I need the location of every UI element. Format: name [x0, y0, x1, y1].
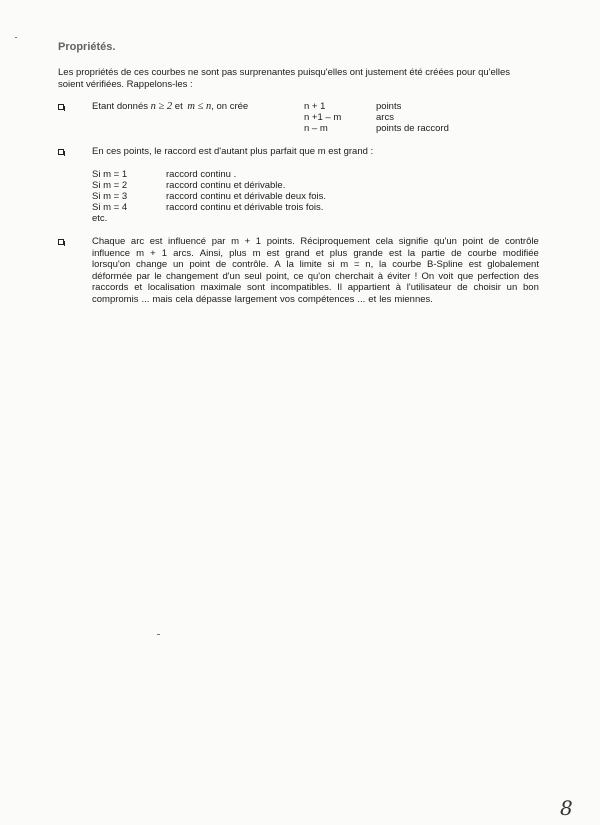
- word: la: [379, 259, 387, 270]
- word: grand: [285, 247, 310, 259]
- word: et: [134, 282, 143, 293]
- bullet3-paragraph: [92, 236, 539, 305]
- word: est: [388, 247, 402, 259]
- paragraph-line: [92, 248, 539, 260]
- word: point: [462, 236, 484, 247]
- word: maximale: [200, 282, 242, 293]
- bullet1-and: et: [174, 101, 183, 112]
- word: 1: [255, 236, 262, 247]
- word: mais: [152, 293, 173, 305]
- word: +: [244, 236, 251, 247]
- word: courbe: [467, 247, 497, 259]
- word: qu'un: [433, 236, 457, 247]
- word: influence: [92, 247, 131, 259]
- word: perfection: [477, 270, 520, 282]
- word: A: [274, 259, 281, 270]
- intro-paragraph: [58, 67, 558, 91]
- word: lorsqu'on: [92, 259, 131, 270]
- word: par: [136, 270, 151, 282]
- intro-line: Les propriétés de ces courbes ne sont pas surprenantes puisqu'elles ont justement été créées pour qu'elles: [58, 67, 510, 78]
- page-number: 8: [560, 796, 573, 820]
- paragraph-line: [92, 236, 539, 248]
- word: vos: [280, 293, 295, 305]
- paragraph-line: [92, 294, 539, 306]
- word: si: [327, 259, 335, 270]
- word: miennes.: [394, 293, 433, 305]
- checkbox-bullet-icon: [58, 104, 64, 110]
- word: ce: [293, 270, 304, 282]
- bullet2-intro: En ces points, le raccord est d'autant plus parfait que m est grand :: [92, 146, 374, 157]
- word: de: [451, 247, 462, 259]
- word: et: [368, 293, 377, 305]
- word: est: [149, 236, 163, 247]
- word: à: [395, 282, 402, 293]
- bullet1-condition-n: n ≥ 2: [150, 101, 173, 112]
- word: cherchait: [334, 270, 374, 282]
- word: m: [252, 247, 261, 259]
- word: le: [154, 270, 162, 282]
- checkbox-bullet-icon: [58, 239, 64, 245]
- word: !: [414, 270, 418, 282]
- bullet1-condition-m: m ≤ n: [187, 101, 212, 112]
- bullet1-suffix: , on crée: [211, 101, 249, 112]
- word: appartient: [347, 282, 390, 293]
- label-cell: points: [376, 101, 402, 112]
- word: change: [136, 259, 168, 270]
- word: que: [457, 270, 474, 282]
- count-cell: n + 1: [304, 101, 326, 112]
- word: un: [506, 282, 518, 293]
- word: point,: [266, 270, 290, 282]
- word: la: [286, 259, 294, 270]
- word: m: [340, 259, 349, 270]
- word: B-Spline: [427, 259, 463, 270]
- paragraph-line: [92, 271, 539, 283]
- case-condition: Si m = 4: [92, 202, 128, 213]
- word: la: [407, 247, 416, 259]
- scan-speck: [15, 37, 17, 38]
- word: +: [150, 247, 156, 259]
- word: contrôle.: [232, 259, 269, 270]
- bullet1-prefix: Etant donnés: [92, 101, 148, 112]
- word: arcs.: [173, 247, 194, 259]
- word: Réciproquement: [300, 236, 371, 247]
- word: raccords: [92, 282, 129, 293]
- word: éviter: [387, 270, 411, 282]
- word: influencé: [168, 236, 207, 247]
- word: par: [211, 236, 226, 247]
- word: ...: [141, 293, 150, 305]
- case-description: raccord continu et dérivable deux fois.: [166, 191, 327, 202]
- word: 1: [161, 247, 168, 259]
- word: courbe: [392, 259, 422, 270]
- word: localisation: [147, 282, 195, 293]
- case-condition: Si m = 2: [92, 180, 128, 191]
- paragraph-line: [92, 259, 539, 271]
- word: m: [231, 236, 239, 247]
- word: incompatibles.: [270, 282, 332, 293]
- word: limite: [299, 259, 322, 270]
- word: Chaque: [92, 236, 126, 247]
- word: contrôle: [504, 236, 539, 247]
- word: grande: [353, 247, 383, 259]
- word: l'utilisateur: [406, 282, 452, 293]
- word: On: [421, 270, 435, 282]
- word: dépasse: [195, 293, 232, 305]
- count-cell: n +1 – m: [304, 112, 342, 123]
- word: Il: [337, 282, 342, 293]
- word: modifiée: [502, 247, 539, 259]
- paragraph-line: [92, 282, 539, 294]
- word: compromis: [92, 293, 139, 305]
- word: voit: [438, 270, 454, 282]
- word: partie: [421, 247, 445, 259]
- word: changement: [165, 270, 219, 282]
- scan-speck: [157, 634, 160, 635]
- word: cela: [175, 293, 193, 305]
- word: bon: [523, 282, 539, 293]
- word: sont: [247, 282, 265, 293]
- word: largement: [234, 293, 278, 305]
- case-description: raccord continu et dérivable.: [166, 180, 286, 191]
- word: et: [315, 247, 324, 259]
- word: cela: [375, 236, 394, 247]
- intro-line: soient vérifiées. Rappelons-les :: [58, 79, 193, 90]
- word: n,: [365, 259, 374, 270]
- case-condition: Si m = 1: [92, 169, 128, 180]
- word: m: [136, 247, 145, 259]
- word: plus: [229, 247, 247, 259]
- word: compétences: [297, 293, 355, 305]
- word: Ainsi,: [199, 247, 224, 259]
- word: les: [379, 293, 392, 305]
- word: point: [189, 259, 210, 270]
- word: de: [215, 259, 227, 270]
- label-cell: points de raccord: [376, 123, 449, 134]
- label-cell: arcs: [376, 112, 394, 123]
- word: est: [468, 259, 482, 270]
- word: qu'on: [307, 270, 331, 282]
- word: signifie: [398, 236, 429, 247]
- section-title: Propriétés.: [58, 41, 116, 53]
- word: à: [377, 270, 383, 282]
- word: points.: [266, 236, 295, 247]
- word: de: [488, 236, 500, 247]
- word: est: [266, 247, 280, 259]
- case-condition: Si m = 3: [92, 191, 128, 202]
- word: ...: [357, 293, 366, 305]
- word: arc: [130, 236, 145, 247]
- word: choisir: [473, 282, 501, 293]
- word: de: [457, 282, 468, 293]
- word: globalement: [487, 259, 539, 270]
- case-description: raccord continu et dérivable trois fois.: [166, 202, 324, 213]
- word: déformée: [92, 270, 133, 282]
- word: plus: [329, 247, 348, 259]
- case-description: raccord continu .: [166, 169, 237, 180]
- word: seul: [244, 270, 262, 282]
- word: =: [353, 259, 360, 270]
- word: des: [523, 270, 539, 282]
- checkbox-bullet-icon: [58, 149, 64, 155]
- case-etc: etc.: [92, 213, 108, 224]
- word: un: [173, 259, 184, 270]
- bullet1-statement: [92, 101, 248, 112]
- count-cell: n – m: [304, 123, 328, 134]
- word: d'un: [222, 270, 241, 282]
